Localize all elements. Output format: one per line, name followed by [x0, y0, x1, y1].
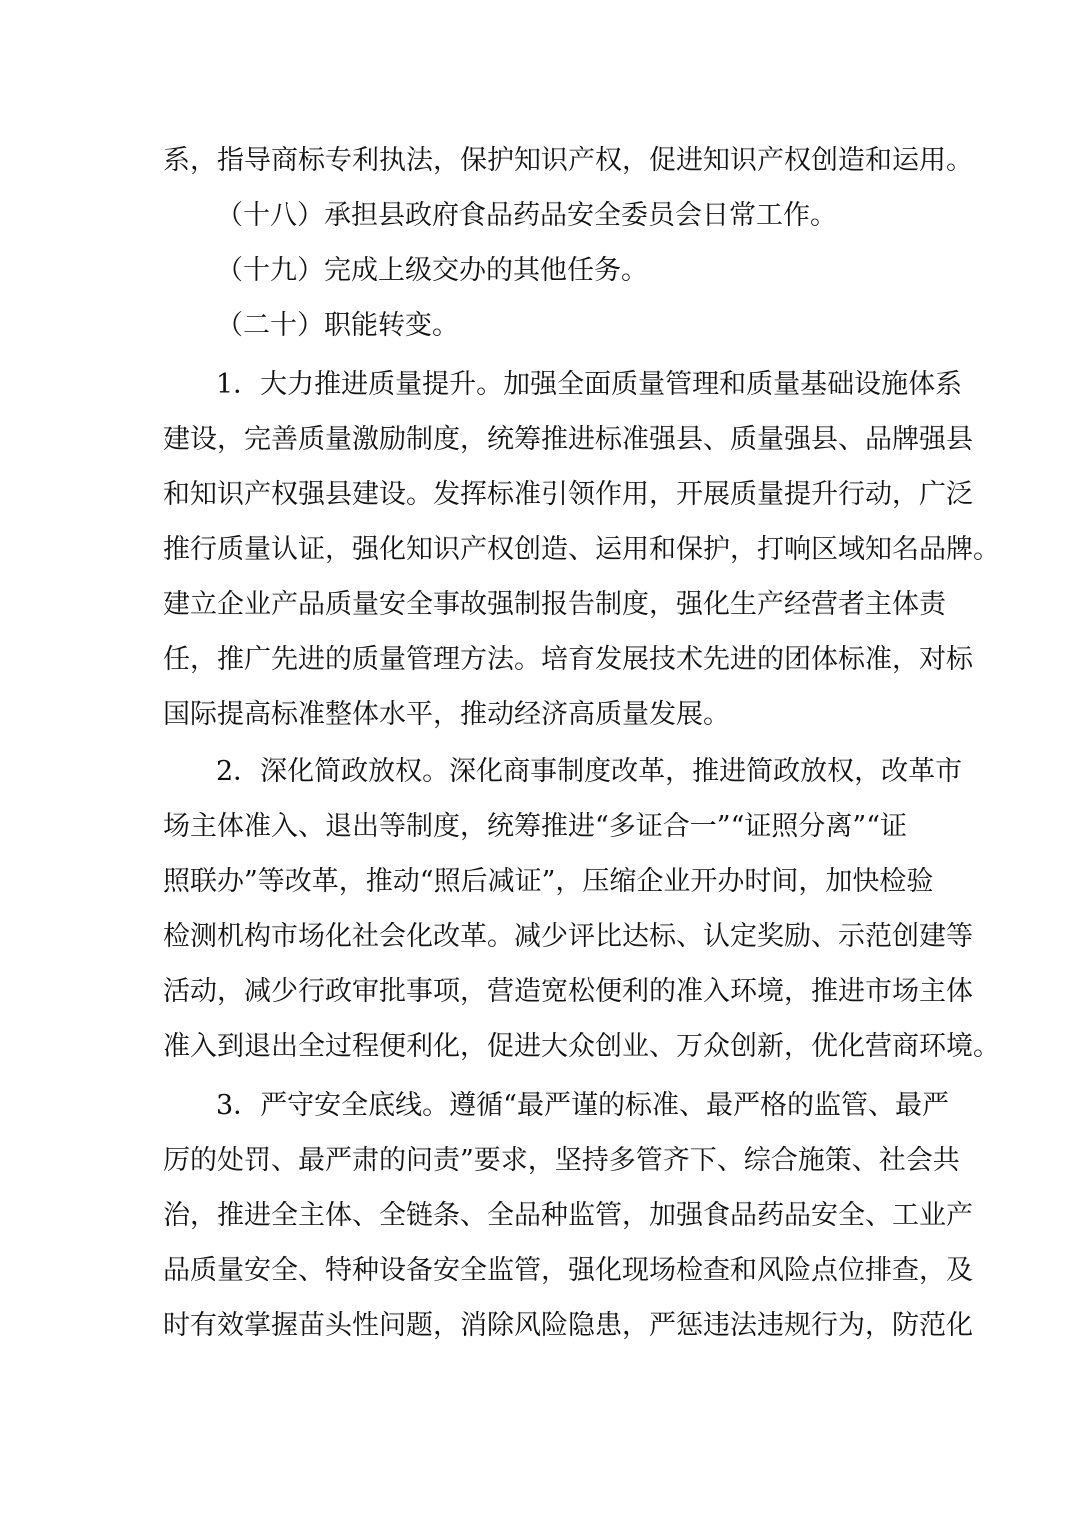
- paragraph-1-line: 任，推广先进的质量管理方法。培育发展技术先进的团体标准，对标: [163, 644, 973, 675]
- paragraph-1-line: 推行质量认证，强化知识产权创造、运用和保护，打响区域知名品牌。: [163, 534, 1000, 565]
- paragraph-1-line: 建立企业产品质量安全事故强制报告制度，强化生产经营者主体责: [163, 589, 946, 620]
- section-heading-18: （十八）承担县政府食品药品安全委员会日常工作。: [216, 200, 837, 231]
- paragraph-1-line: 国际提高标准整体水平，推动经济高质量发展。: [163, 699, 730, 730]
- text-line: 系，指导商标专利执法，保护知识产权，促进知识产权创造和运用。: [163, 145, 973, 176]
- paragraph-3-line: 时有效掌握苗头性问题，消除风险隐患，严惩违法违规行为，防范化: [163, 1310, 973, 1341]
- paragraph-1-line: 和知识产权强县建设。发挥标准引领作用，开展质量提升行动，广泛: [163, 479, 973, 510]
- paragraph-2-line: 检测机构市场化社会化改革。减少评比达标、认定奖励、示范创建等: [163, 921, 973, 952]
- paragraph-2-line: 活动，减少行政审批事项，营造宽松便利的准入环境，推进市场主体: [163, 976, 973, 1007]
- paragraph-3-line: 3．严守安全底线。遵循“最严谨的标准、最严格的监管、最严: [216, 1090, 949, 1121]
- paragraph-2-line: 准入到退出全过程便利化，促进大众创业、万众创新，优化营商环境。: [163, 1031, 1000, 1062]
- paragraph-1-line: 建设，完善质量激励制度，统筹推进标准强县、质量强县、品牌强县: [163, 424, 973, 455]
- paragraph-2-line: 场主体准入、退出等制度，统筹推进“多证合一”“证照分离”“证: [163, 811, 908, 842]
- paragraph-2-line: 照联办”等改革，推动“照后减证”，压缩企业开办时间，加快检验: [163, 866, 934, 897]
- paragraph-3-line: 治，推进全主体、全链条、全品种监管，加强食品药品安全、工业产: [163, 1200, 973, 1231]
- paragraph-2-line: 2．深化简政放权。深化商事制度改革，推进简政放权，改革市: [216, 756, 963, 787]
- paragraph-3-line: 品质量安全、特种设备安全监管，强化现场检查和风险点位排查，及: [163, 1255, 973, 1286]
- section-heading-19: （十九）完成上级交办的其他任务。: [216, 255, 648, 286]
- paragraph-1-line: 1．大力推进质量提升。加强全面质量管理和质量基础设施体系: [216, 369, 963, 400]
- section-heading-20: （二十）职能转变。: [216, 310, 459, 341]
- paragraph-3-line: 厉的处罚、最严肃的问责”要求，坚持多管齐下、综合施策、社会共: [163, 1145, 960, 1176]
